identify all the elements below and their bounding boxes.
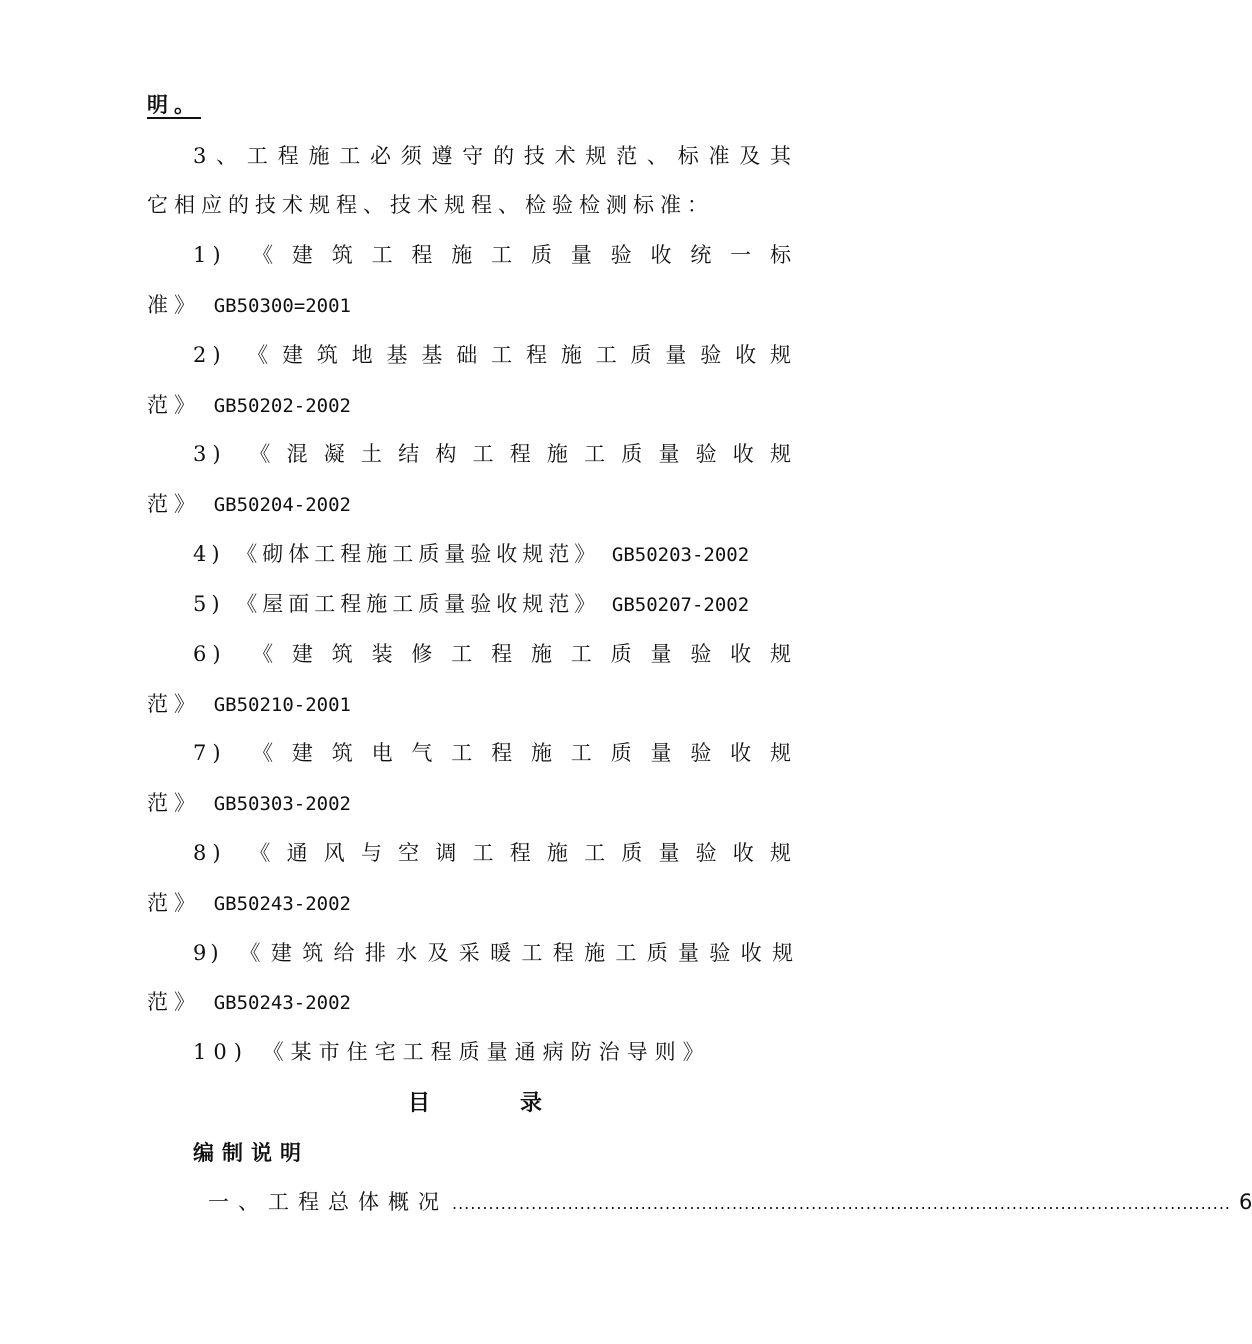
standard-8-code: GB50243-2002 (213, 893, 351, 915)
standard-2-code: GB50202-2002 (213, 395, 351, 417)
toc-heading: 目录 (407, 1090, 632, 1116)
standard-9-line1: 9) 《建筑给排水及采暖工程施工质量验收规 (193, 941, 797, 965)
intro-tail: 明。 (147, 92, 201, 117)
standard-3-tail: 范》 (147, 492, 201, 516)
standard-6-line1: 6) 《建筑装修工程施工质量验收规 (193, 642, 797, 666)
standard-3-line1: 3) 《混凝土结构工程施工质量验收规 (193, 442, 797, 466)
section3-line2: 它相应的技术规程、技术规程、检验检测标准： (147, 193, 714, 217)
standard-5-code: GB50207-2002 (611, 594, 750, 616)
standard-9-code: GB50243-2002 (213, 992, 351, 1014)
standard-10-line: 10) 《某市住宅工程质量通病防治导则》 (193, 1040, 711, 1064)
standard-7-tail: 范》 (147, 791, 201, 815)
standard-7-code: GB50303-2002 (213, 793, 351, 815)
standard-7-line2 (147, 788, 797, 819)
standard-8-line1: 8) 《通风与空调工程施工质量验收规 (193, 841, 797, 865)
toc-entry-title: 一、工程总体概况 (208, 1190, 448, 1214)
standard-4-code: GB50203-2002 (611, 544, 750, 566)
standard-8-line2 (147, 888, 797, 919)
standard-6-line2 (147, 689, 797, 720)
toc-leader-dots: ................................................................................................................................ (452, 1194, 1231, 1213)
toc-entry[interactable] (208, 1187, 1252, 1219)
standard-5-title: 5) 《屋面工程施工质量验收规范》 (193, 592, 601, 616)
standard-1-code: GB50300=2001 (213, 295, 351, 317)
section3-line1: 3、工程施工必须遵守的技术规范、标准及其 (193, 144, 797, 168)
standard-8-tail: 范》 (147, 891, 201, 915)
standard-2-tail: 范》 (147, 393, 201, 417)
standard-9-tail: 范》 (147, 990, 201, 1014)
standard-1-line1: 1) 《建筑工程施工质量验收统一标 (193, 243, 797, 267)
toc-entry-page: 6 (1239, 1190, 1252, 1214)
standard-3-line2 (147, 489, 797, 520)
standard-4-title: 4) 《砌体工程施工质量验收规范》 (193, 542, 601, 566)
standard-1-line2 (147, 290, 797, 321)
standard-6-code: GB50210-2001 (213, 694, 351, 716)
standard-6-tail: 范》 (147, 692, 201, 716)
standard-2-line2 (147, 390, 797, 421)
standard-2-line1: 2) 《建筑地基基础工程施工质量验收规 (193, 343, 797, 367)
standard-7-line1: 7) 《建筑电气工程施工质量验收规 (193, 741, 797, 765)
toc-section-title: 编制说明 (193, 1140, 309, 1165)
standard-4-line (193, 539, 797, 570)
standard-9-line2 (147, 987, 797, 1018)
standard-3-code: GB50204-2002 (213, 494, 351, 516)
standard-5-line (193, 589, 797, 620)
standard-1-tail: 准》 (147, 293, 201, 317)
